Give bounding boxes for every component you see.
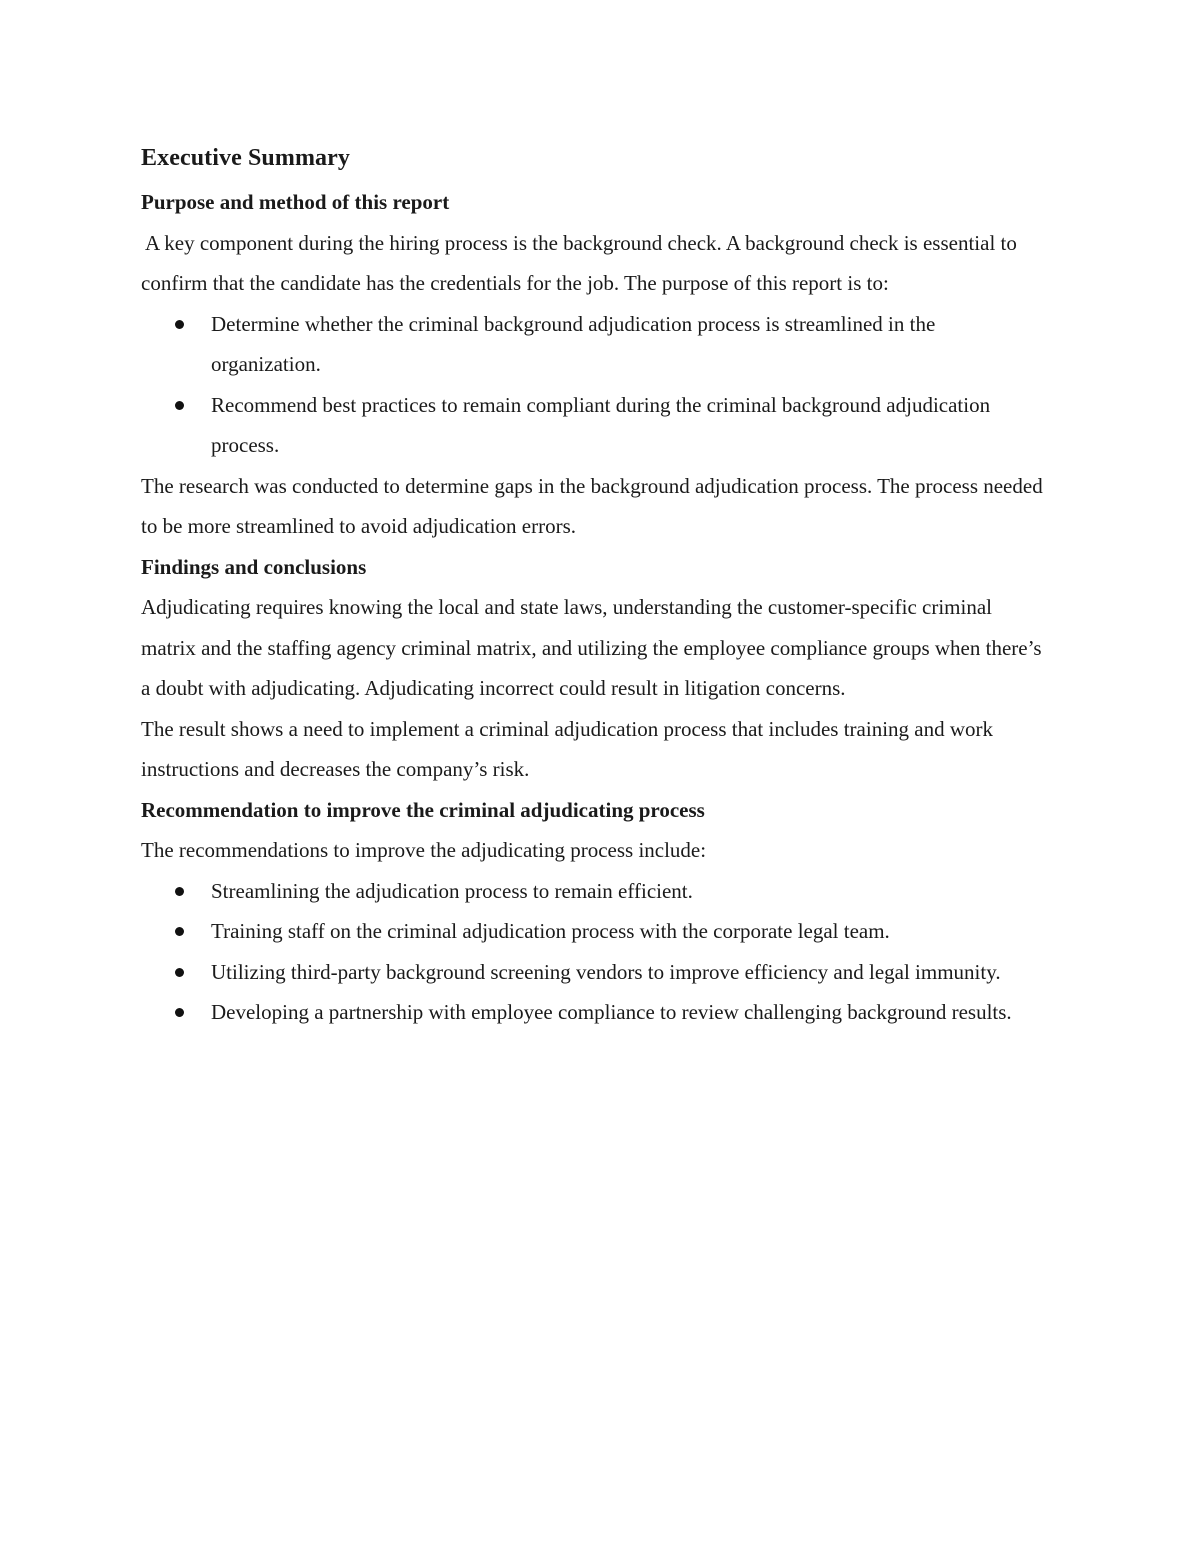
section-recommendations	[141, 790, 1051, 1033]
section-purpose	[141, 182, 1051, 547]
section-heading: Recommendation to improve the criminal adjudicating process	[141, 797, 705, 822]
bullet-text: Determine whether the criminal background adjudication process is streamlined in the organization.	[211, 311, 936, 376]
bullet-icon	[175, 968, 184, 977]
bullet-list	[141, 304, 1051, 466]
bullet-icon	[175, 320, 184, 329]
section-intro: The recommendations to improve the adjudicating process include:	[141, 838, 707, 862]
bullet-text: Recommend best practices to remain compliant during the criminal background adjudication process.	[211, 392, 991, 457]
document-title: Executive Summary	[141, 145, 351, 171]
bullet-text: Utilizing third-party background screening vendors to improve efficiency and legal immunity.	[211, 959, 1001, 984]
bullet-text: Streamlining the adjudication process to remain efficient.	[211, 878, 693, 903]
bullet-item	[141, 871, 1051, 912]
findings-paragraph: Adjudicating requires knowing the local and state laws, understanding the customer-specific criminal matrix and the staffing agency criminal matrix, and utilizing the employee compliance groups when there’s a doubt with adjudicating. Adjudicating incorrect could result in litigation concerns.	[141, 595, 1042, 700]
section-findings	[141, 547, 1051, 790]
document-page	[141, 138, 1051, 1033]
bullet-text: Developing a partnership with employee compliance to review challenging background results.	[211, 1000, 1012, 1024]
bullet-item	[141, 385, 1051, 466]
section-intro: A key component during the hiring process is the background check. A background check is essential to confirm that the candidate has the credentials for the job. The purpose of this report is to:	[141, 230, 1017, 295]
section-closing: The research was conducted to determine gaps in the background adjudication process. The process needed to be more streamlined to avoid adjudication errors.	[141, 473, 1043, 538]
bullet-icon	[175, 401, 184, 410]
bullet-item	[141, 992, 1051, 1033]
bullet-list	[141, 871, 1051, 1033]
bullet-icon	[175, 887, 184, 896]
section-heading: Purpose and method of this report	[141, 190, 450, 214]
bullet-icon	[175, 927, 184, 936]
findings-paragraph: The result shows a need to implement a criminal adjudication process that includes training and work instructions and decreases the company’s risk.	[141, 716, 994, 781]
bullet-item	[141, 911, 1051, 952]
bullet-item	[141, 304, 1051, 385]
bullet-item	[141, 952, 1051, 993]
bullet-icon	[175, 1008, 184, 1017]
bullet-text: Training staff on the criminal adjudication process with the corporate legal team.	[211, 919, 890, 943]
section-heading: Findings and conclusions	[141, 554, 367, 579]
